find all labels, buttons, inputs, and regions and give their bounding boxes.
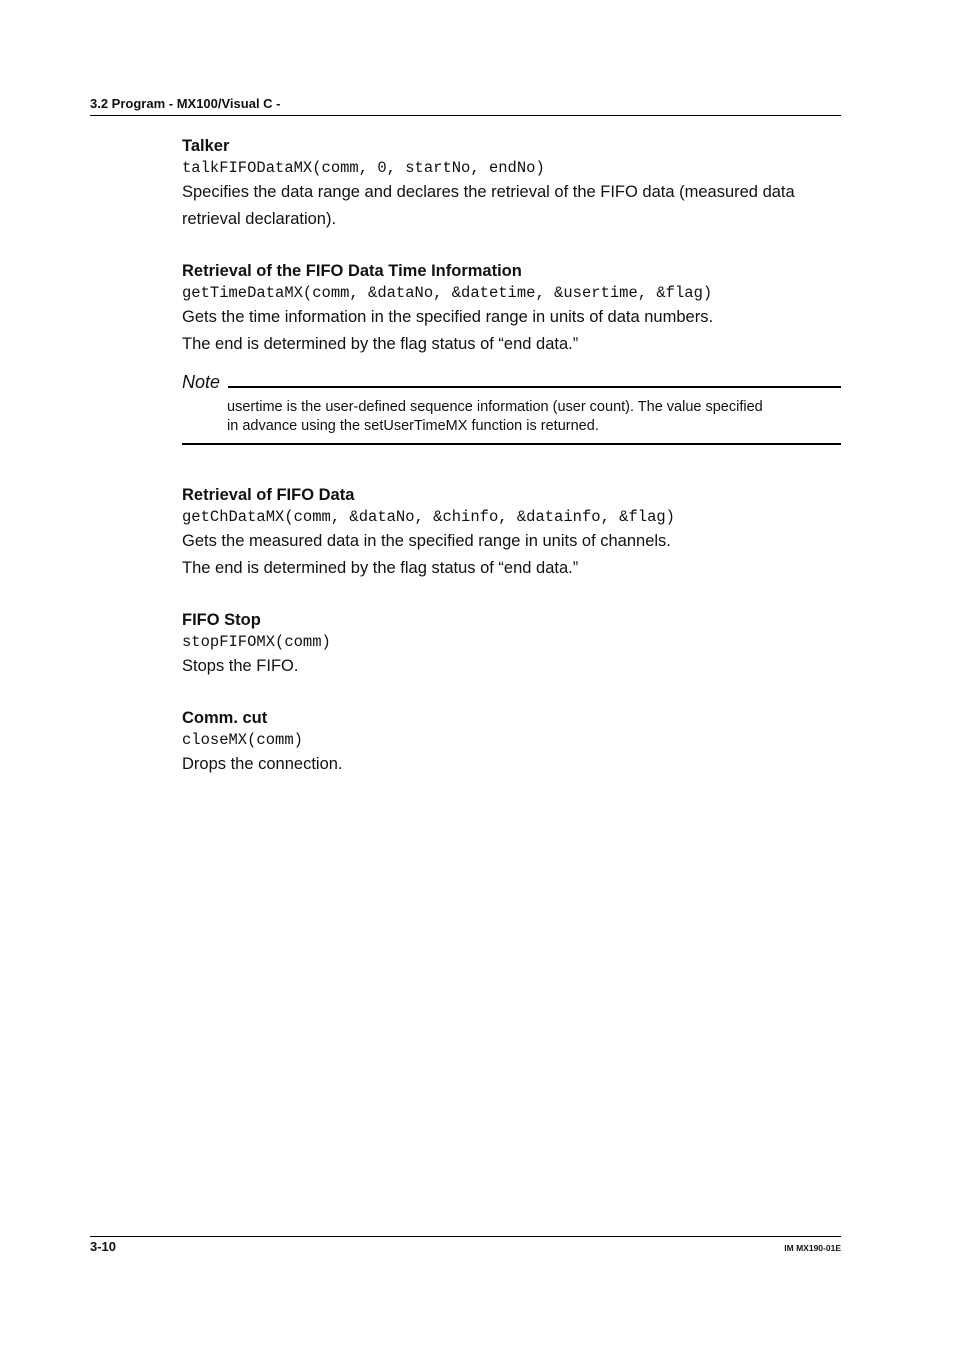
description-line: The end is determined by the flag status of “end data.” <box>182 559 579 577</box>
section-time-info <box>182 261 842 358</box>
page-number: 3-10 <box>90 1239 117 1254</box>
note-box <box>182 372 841 445</box>
description-line: Gets the measured data in the specified range in units of channels. <box>182 532 671 550</box>
section-talker <box>182 136 842 233</box>
section-fifo-stop <box>182 610 842 680</box>
section-comm-cut <box>182 708 842 778</box>
note-body <box>227 398 841 443</box>
description-line: retrieval declaration). <box>182 210 337 228</box>
section-heading: FIFO Stop <box>182 611 261 629</box>
page-footer <box>90 1236 841 1257</box>
section-fifo-data <box>182 485 842 582</box>
section-heading: Retrieval of FIFO Data <box>182 486 355 504</box>
section-heading: Retrieval of the FIFO Data Time Information <box>182 262 522 280</box>
description-line: Specifies the data range and declares the retrieval of the FIFO data (measured data <box>182 183 795 201</box>
description-line: The end is determined by the flag status of “end data.” <box>182 335 579 353</box>
function-signature: getChDataMX(comm, &dataNo, &chinfo, &datainfo, &flag) <box>182 508 675 526</box>
note-bottom-rule <box>182 443 841 445</box>
document-id: IM MX190-01E <box>784 1243 841 1253</box>
note-title: Note <box>182 372 224 392</box>
note-line: in advance using the setUserTimeMX function is returned. <box>227 418 599 434</box>
function-signature: talkFIFODataMX(comm, 0, startNo, endNo) <box>182 159 545 177</box>
section-title: 3.2 Program - MX100/Visual C - <box>90 96 281 111</box>
note-line: usertime is the user-defined sequence information (user count). The value specified <box>227 399 763 415</box>
note-top-rule <box>228 386 841 388</box>
description-line: Drops the connection. <box>182 755 343 773</box>
running-header <box>90 95 841 116</box>
function-signature: closeMX(comm) <box>182 731 303 749</box>
description-line: Stops the FIFO. <box>182 657 299 675</box>
section-heading: Comm. cut <box>182 709 268 727</box>
function-signature: stopFIFOMX(comm) <box>182 633 331 651</box>
function-signature: getTimeDataMX(comm, &dataNo, &datetime, &usertime, &flag) <box>182 284 713 302</box>
description-line: Gets the time information in the specified range in units of data numbers. <box>182 308 714 326</box>
page-content <box>182 136 842 806</box>
section-heading: Talker <box>182 137 230 155</box>
